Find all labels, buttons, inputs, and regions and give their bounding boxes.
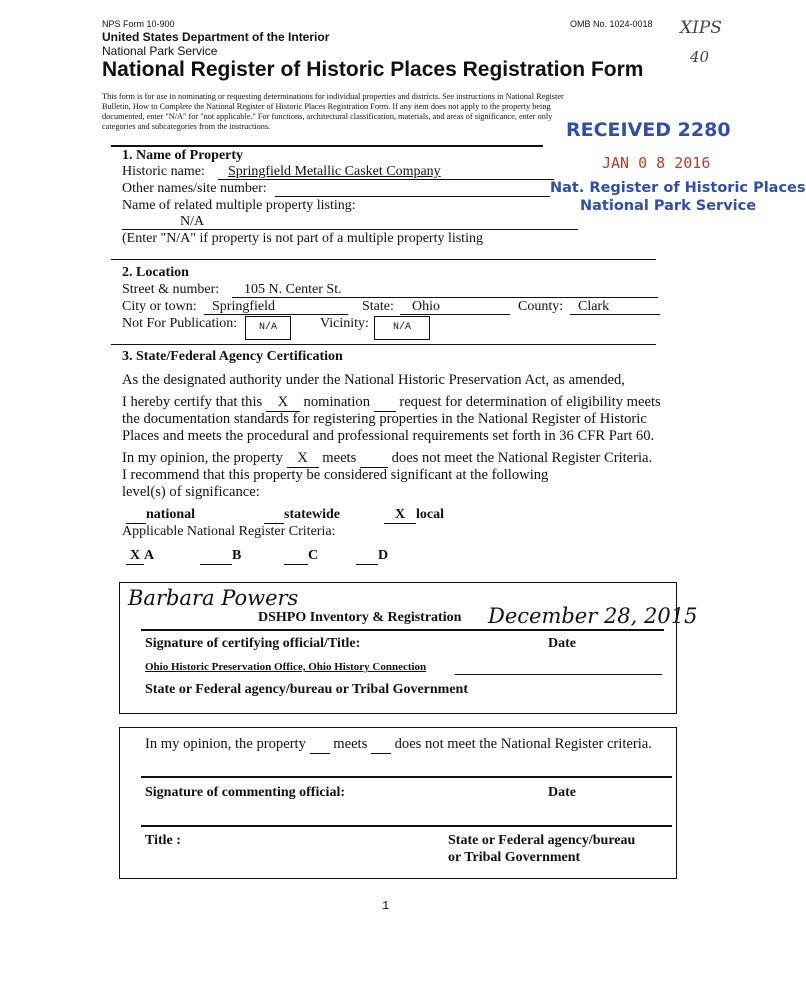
field-line xyxy=(570,314,660,315)
omb-number: OMB No. 1024-0018 xyxy=(570,19,653,29)
section-rule xyxy=(111,344,656,345)
state-value: Ohio xyxy=(412,299,440,314)
field-line xyxy=(204,314,348,315)
level-national-option[interactable] xyxy=(126,507,195,524)
certifying-agency-label: State or Federal agency/bureau or Tribal Government xyxy=(145,682,469,697)
commenting-meets-checkbox[interactable] xyxy=(310,736,330,754)
state-label: State: xyxy=(362,299,394,314)
commenting-date-label: Date xyxy=(548,785,576,800)
field-line xyxy=(232,297,658,298)
nomination-checkbox[interactable] xyxy=(266,394,300,412)
commenting-signature-label: Signature of commenting official: xyxy=(145,785,345,800)
title-line xyxy=(141,825,672,827)
instructions-line: documented, enter "N/A" for "not applicable." For functions, architectural classification, materials, and areas of significance, enter only xyxy=(102,112,553,121)
form-title: National Register of Historic Places Registration Form xyxy=(102,58,644,81)
section-2-heading: 2. Location xyxy=(122,265,189,280)
vicinity-box[interactable] xyxy=(374,316,430,340)
historic-name-value: Springfield Metallic Casket Company xyxy=(228,164,441,179)
criteria-a-label: A xyxy=(144,548,155,563)
section-rule xyxy=(111,259,656,260)
level-local-label: local xyxy=(416,507,444,522)
city-label: City or town: xyxy=(122,299,197,314)
level-local-mark: X xyxy=(384,507,416,524)
section-1-note: (Enter "N/A" if property is not part of a multiple property listing xyxy=(122,231,483,246)
instructions-line: Bulletin, How to Complete the National Register of Historic Places Registration Form. If any item does not apply to the property being xyxy=(102,102,551,111)
criteria-a-mark: X xyxy=(126,548,144,565)
commenting-agency-label-2: or Tribal Government xyxy=(448,850,581,865)
request-text: request for determination of eligibility meets xyxy=(399,394,661,410)
county-value: Clark xyxy=(578,299,610,314)
commenting-title-label: Title : xyxy=(145,833,181,848)
criteria-c-option[interactable] xyxy=(284,548,318,565)
not-for-publication-box[interactable] xyxy=(245,316,291,340)
field-line xyxy=(455,674,662,675)
city-value: Springfield xyxy=(212,299,275,314)
opinion-text: In my opinion, the property xyxy=(122,450,283,466)
criteria-c-label: C xyxy=(308,548,319,563)
section-rule xyxy=(111,145,543,147)
commenting-opinion xyxy=(145,736,652,754)
certifying-signature-label: Signature of certifying official/Title: xyxy=(145,636,361,651)
commenting-agency-label: State or Federal agency/bureau xyxy=(448,833,636,848)
vicinity-value: N/A xyxy=(392,322,411,333)
field-line xyxy=(122,229,578,230)
county-label: County: xyxy=(518,299,564,314)
signature-line xyxy=(141,629,664,631)
request-checkbox[interactable] xyxy=(374,394,396,412)
register-stamp-line: Nat. Register of Historic Places xyxy=(550,180,806,196)
level-local-option[interactable] xyxy=(384,507,444,524)
section-1-heading: 1. Name of Property xyxy=(122,148,244,163)
criteria-a-option[interactable] xyxy=(126,548,154,565)
certification-date-written: December 28, 2015 xyxy=(488,604,698,628)
recommend-line: I recommend that this property be considered significant at the following xyxy=(122,467,549,483)
criteria-label: Applicable National Register Criteria: xyxy=(122,524,336,539)
does-not-meet-checkbox[interactable] xyxy=(360,450,388,468)
nomination-label: nomination xyxy=(303,394,371,410)
service-name: National Park Service xyxy=(102,44,218,58)
commenting-meets-label: meets xyxy=(333,736,368,752)
related-listing-label: Name of related multiple property listing: xyxy=(122,198,356,213)
commenting-does-not-meet-text: does not meet the National Register criteria. xyxy=(394,736,652,752)
historic-name-label: Historic name: xyxy=(122,164,205,179)
commenting-does-not-meet-checkbox[interactable] xyxy=(371,736,391,754)
park-service-stamp-line: National Park Service xyxy=(580,198,757,214)
received-date-stamp: JAN 0 8 2016 xyxy=(602,154,711,172)
certification-date-label: Date xyxy=(548,636,576,651)
field-line xyxy=(218,179,554,180)
certify-statement-line: Places and meets the procedural and professional requirements set forth in 36 CFR Part 60. xyxy=(122,428,655,444)
street-value: 105 N. Center St. xyxy=(244,282,342,297)
criteria-d-option[interactable] xyxy=(356,548,388,565)
field-line xyxy=(275,196,550,197)
street-label: Street & number: xyxy=(122,282,220,297)
meets-checkbox[interactable] xyxy=(287,450,319,468)
related-listing-value: N/A xyxy=(180,214,205,229)
certify-statement-line: the documentation standards for registering properties in the National Register of Historic xyxy=(122,411,647,427)
handwritten-corner-note: XIPS xyxy=(680,18,722,38)
does-not-meet-text: does not meet the National Register Criteria. xyxy=(391,450,653,466)
level-statewide-label: statewide xyxy=(284,507,340,522)
other-names-label: Other names/site number: xyxy=(122,181,267,196)
meets-mark: X xyxy=(297,450,308,466)
page-number: 1 xyxy=(382,899,390,913)
signature-line xyxy=(141,776,672,778)
criteria-d-label: D xyxy=(378,548,389,563)
field-line xyxy=(400,314,510,315)
criteria-b-label: B xyxy=(232,548,242,563)
nomination-mark: X xyxy=(277,394,289,410)
certifying-title-written: DSHPO Inventory & Registration xyxy=(258,610,462,625)
criteria-b-option[interactable] xyxy=(200,548,241,565)
vicinity-label: Vicinity: xyxy=(320,316,369,331)
department-name: United States Department of the Interior xyxy=(102,30,330,44)
level-national-label: national xyxy=(146,507,196,522)
form-number: NPS Form 10-900 xyxy=(102,19,175,29)
instructions-line: This form is for use in nominating or requesting determinations for individual properties and districts. See instructions in National Register xyxy=(102,92,564,101)
meets-label: meets xyxy=(322,450,357,466)
level-statewide-option[interactable] xyxy=(264,507,340,524)
handwritten-corner-number: 40 xyxy=(690,48,710,66)
recommend-line: level(s) of significance: xyxy=(122,484,260,500)
certifying-agency-value: Ohio Historic Preservation Office, Ohio History Connection xyxy=(145,661,427,673)
received-stamp: RECEIVED 2280 xyxy=(566,119,731,141)
opinion-statement xyxy=(122,450,652,468)
instructions-line: categories and subcategories from the instructions. xyxy=(102,122,271,131)
not-for-publication-label: Not For Publication: xyxy=(122,316,238,331)
commenting-opinion-text: In my opinion, the property xyxy=(145,736,306,752)
authority-statement: As the designated authority under the National Historic Preservation Act, as amended, xyxy=(122,372,625,388)
certifying-signature: Barbara Powers xyxy=(128,586,299,610)
certify-text: I hereby certify that this xyxy=(122,394,263,410)
section-3-heading: 3. State/Federal Agency Certification xyxy=(122,349,343,364)
certify-statement xyxy=(122,394,661,412)
not-for-publication-value: N/A xyxy=(258,322,277,333)
